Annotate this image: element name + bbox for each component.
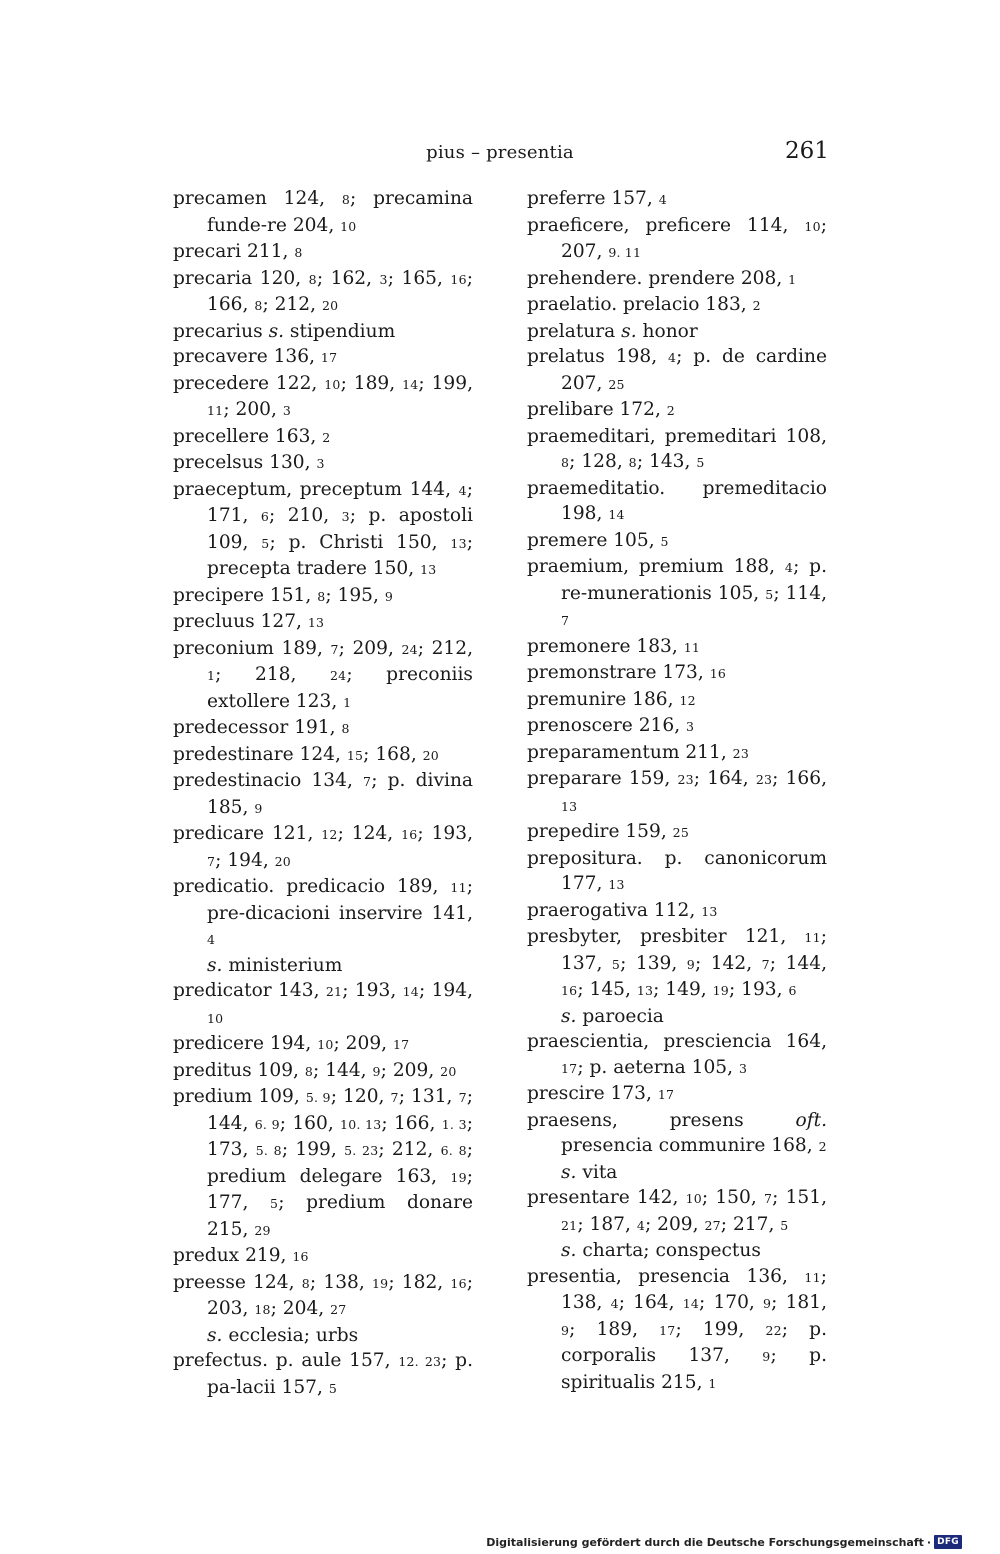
index-entry: praesens, presens oft. presencia communire 168, 2	[527, 1109, 827, 1156]
index-entry: preditus 109, 8; 144, 9; 209, 20	[173, 1059, 457, 1081]
cross-reference: s. charta; conspectus	[561, 1240, 761, 1261]
index-entry: predicator 143, 21; 193, 14; 194, 10	[173, 980, 473, 1026]
index-entry: precluus 127, 13	[173, 611, 325, 632]
index-entry: precarius s. stipendium	[173, 320, 396, 342]
index-entry: precamen 124, 8; precamina funde-re 204, 10	[173, 188, 474, 236]
index-entry: predicatio. predicacio 189, 11; pre-dicacioni inservire 141, 4	[173, 876, 473, 947]
index-entry: prepedire 159, 25	[527, 821, 689, 842]
index-entry: prescire 173, 17	[527, 1083, 675, 1104]
index-entry: preferre 157, 4	[527, 188, 667, 209]
index-entry: premonere 183, 11	[527, 635, 701, 657]
index-entry: prelibare 172, 2	[527, 399, 675, 420]
dfg-logo: DFG	[934, 1535, 962, 1549]
index-entry: praerogativa 112, 13	[527, 899, 718, 921]
index-column-right	[527, 186, 827, 1396]
index-entry: prehendere. prendere 208, 1	[527, 267, 797, 289]
funding-note: Digitalisierung gefördert durch die Deutsche Forschungsgemeinschaft	[486, 1535, 924, 1549]
cross-reference: s. paroecia	[561, 1005, 664, 1027]
running-title: pius – presentia	[426, 142, 574, 163]
index-entry: prenoscere 216, 3	[527, 715, 695, 736]
index-entry: praescientia, presciencia 164, 17; p. aeterna 105, 3	[527, 1031, 827, 1078]
index-entry: praemium, premium 188, 4; p. re-munerationis 105, 5; 114, 7	[527, 556, 827, 628]
cross-reference: s. vita	[561, 1161, 618, 1183]
page-number: 261	[785, 138, 829, 164]
index-entry: presentia, presencia 136, 11; 138, 4; 164, 14; 170, 9; 181, 9; 189, 17; 199, 22; p. corporalis 137, 9; p. spiritualis 215, 1	[527, 1265, 827, 1393]
index-entry: predicare 121, 12; 124, 16; 193, 7; 194, 20	[173, 823, 473, 871]
index-entry: premere 105, 5	[527, 529, 669, 551]
index-entry: predestinare 124, 15; 168, 20	[173, 743, 439, 765]
index-entry: praelatio. prelacio 183, 2	[527, 294, 761, 315]
index-entry: prelatura s. honor	[527, 320, 698, 342]
index-entry: precipere 151, 8; 195, 9	[173, 584, 393, 606]
cross-reference: s. ecclesia; urbs	[207, 1324, 359, 1346]
index-column-left	[173, 186, 473, 1401]
index-entry: precellere 163, 2	[173, 425, 331, 447]
index-entry: precelsus 130, 3	[173, 452, 325, 473]
index-entry: precavere 136, 17	[173, 346, 338, 367]
index-entry: premunire 186, 12	[527, 688, 696, 710]
index-entry: praemeditatio. premeditacio 198, 14	[527, 477, 827, 524]
index-entry: predecessor 191, 8	[173, 717, 350, 738]
index-entry: precedere 122, 10; 189, 14; 199, 11; 200, 3	[173, 372, 473, 420]
index-entry: praeceptum, preceptum 144, 4; 171, 6; 210, 3; p. apostoli 109, 5; p. Christi 150, 13; precepta tradere 150, 13	[173, 478, 473, 579]
index-entry: presentare 142, 10; 150, 7; 151, 21; 187, 4; 209, 27; 217, 5	[527, 1187, 827, 1235]
index-entry: precaria 120, 8; 162, 3; 165, 16; 166, 8; 212, 20	[173, 267, 473, 315]
index-entry: preparamentum 211, 23	[527, 741, 749, 763]
index-entry: prefectus. p. aule 157, 12. 23; p. pa-lacii 157, 5	[173, 1350, 473, 1398]
index-entry: praeficere, preficere 114, 10; 207, 9. 11	[527, 214, 827, 262]
index-entry: prepositura. p. canonicorum 177, 13	[527, 847, 827, 894]
cross-reference: s. ministerium	[207, 954, 343, 976]
index-entry: preconium 189, 7; 209, 24; 212, 1; 218, 24; preconiis extollere 123, 1	[173, 637, 474, 712]
funding-footer	[486, 1535, 962, 1549]
index-entry: prelatus 198, 4; p. de cardine 207, 25	[527, 346, 827, 394]
index-entry: predux 219, 16	[173, 1245, 309, 1266]
index-entry: predestinacio 134, 7; p. divina 185, 9	[173, 770, 474, 818]
index-entry: precari 211, 8	[173, 241, 303, 262]
index-entry: premonstrare 173, 16	[527, 662, 727, 683]
index-entry: preesse 124, 8; 138, 19; 182, 16; 203, 18; 204, 27	[173, 1271, 473, 1319]
index-entry: preparare 159, 23; 164, 23; 166, 13	[527, 768, 828, 814]
separator-dot: ·	[926, 1535, 932, 1549]
index-entry: praemeditari, premeditari 108, 8; 128, 8; 143, 5	[527, 425, 827, 472]
index-entry: presbyter, presbiter 121, 11; 137, 5; 139, 9; 142, 7; 144, 16; 145, 13; 149, 19; 193, 6	[527, 926, 827, 1000]
index-entry: predium 109, 5. 9; 120, 7; 131, 7; 144, 6. 9; 160, 10. 13; 166, 1. 3; 173, 5. 8; 199, 5. 23; 212, 6. 8; predium delegare 163, 19; 177, 5; predium donare 215, 29	[173, 1086, 473, 1240]
index-entry: predicere 194, 10; 209, 17	[173, 1033, 410, 1054]
